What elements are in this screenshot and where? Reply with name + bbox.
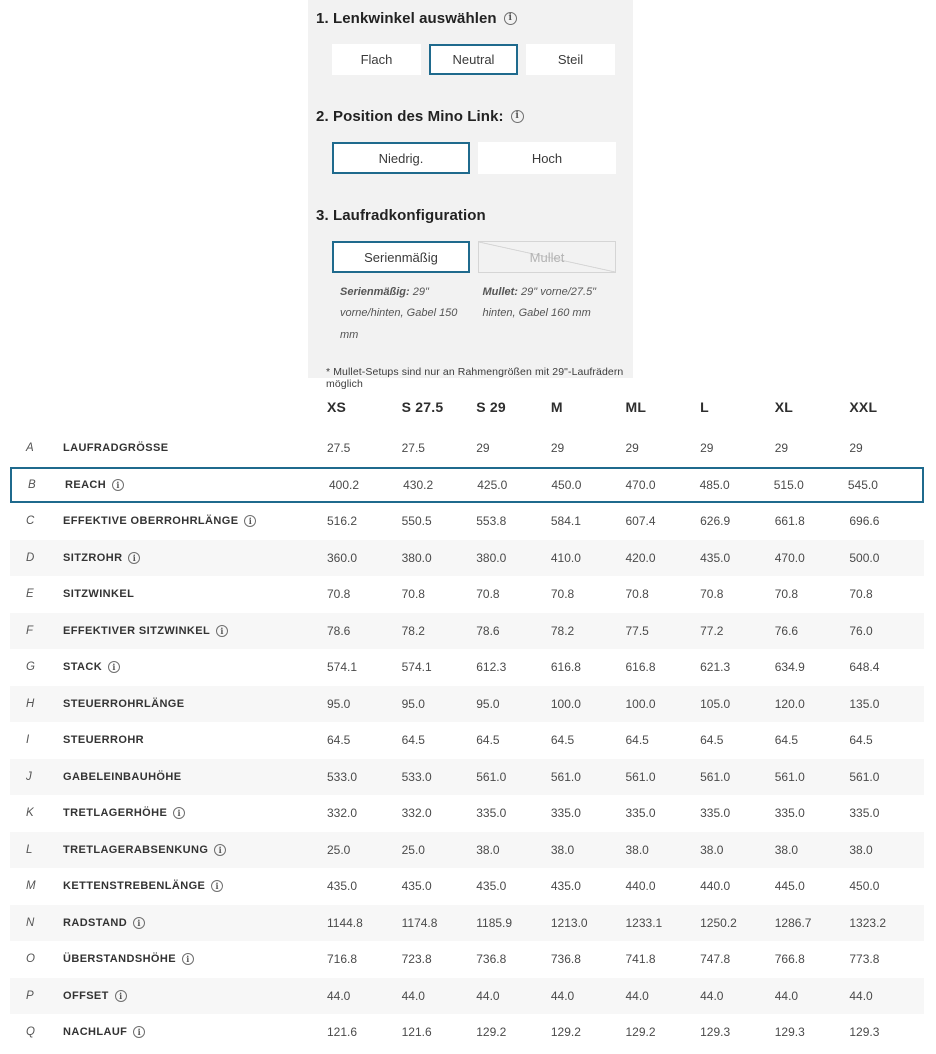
geometry-value: 64.5 [476, 733, 500, 748]
geometry-value: 44.0 [625, 988, 649, 1003]
geometry-value: 38.0 [849, 842, 873, 857]
info-icon[interactable] [211, 880, 223, 892]
geometry-row-f[interactable] [10, 613, 924, 650]
geometry-value: 425.0 [477, 477, 508, 492]
row-letter: A [26, 442, 34, 455]
geometry-row-a[interactable] [10, 430, 924, 467]
configuration-panel [308, 0, 633, 391]
geometry-value: 38.0 [476, 842, 500, 857]
row-letter: M [26, 880, 36, 893]
row-label-text: SITZWINKEL [63, 588, 135, 601]
geometry-row-n[interactable] [10, 905, 924, 942]
geometry-value: 29 [774, 441, 789, 456]
row-letter: F [26, 624, 34, 637]
geometry-value: 380.0 [401, 550, 432, 565]
option-button-flach[interactable]: Flach [332, 44, 421, 75]
info-icon[interactable] [112, 479, 124, 491]
geometry-value: 70.8 [849, 587, 873, 602]
geometry-value: 335.0 [625, 806, 656, 821]
row-label [63, 953, 327, 965]
head-angle-options [332, 44, 625, 75]
geometry-value: 516.2 [327, 514, 358, 529]
geometry-value: 400.2 [329, 477, 360, 492]
geometry-value: 1185.9 [476, 915, 513, 930]
geometry-value: 561.0 [849, 769, 880, 784]
geometry-row-m[interactable] [10, 868, 924, 905]
geometry-value: 64.5 [550, 733, 575, 748]
geometry-value: 1213.0 [550, 915, 588, 930]
geometry-value: 1233.1 [625, 915, 663, 930]
geometry-value: 335.0 [849, 806, 880, 821]
geometry-value: 38.0 [625, 842, 649, 857]
geometry-value: 105.0 [700, 696, 731, 711]
option-button-serienm-ig[interactable]: Serienmäßig [332, 241, 470, 273]
geometry-value: 360.0 [327, 550, 358, 565]
geometry-value: 64.5 [774, 733, 799, 748]
info-icon[interactable] [182, 953, 194, 965]
geometry-row-g[interactable] [10, 649, 924, 686]
section-title-head-angle [316, 10, 625, 27]
row-label-text: TRETLAGERABSENKUNG [63, 843, 209, 856]
geometry-value: 70.8 [774, 587, 799, 602]
geometry-value: 380.0 [476, 550, 507, 565]
geometry-value: 741.8 [625, 952, 656, 967]
row-label [65, 479, 329, 491]
description-serienmaessig [340, 282, 483, 346]
geometry-value: 533.0 [327, 769, 358, 784]
geometry-row-p[interactable] [10, 978, 924, 1015]
row-label [63, 990, 327, 1002]
geometry-row-j[interactable] [10, 759, 924, 796]
geometry-value: 129.3 [700, 1025, 731, 1040]
geometry-value: 29 [476, 441, 490, 456]
section-title-text: 1. Lenkwinkel auswählen [316, 10, 497, 27]
row-label [63, 844, 327, 856]
geometry-row-o[interactable] [10, 941, 924, 978]
geometry-value: 485.0 [699, 477, 730, 492]
geometry-value: 29 [849, 441, 863, 456]
geometry-value: 64.5 [700, 733, 724, 748]
geometry-value: 64.5 [401, 733, 425, 748]
column-header-xxl: XXL [849, 399, 878, 415]
geometry-value: 38.0 [700, 842, 724, 857]
row-letter: Q [26, 1026, 35, 1039]
mino-link-options [332, 142, 625, 174]
geometry-value: 44.0 [327, 988, 351, 1003]
row-label-text: SITZROHR [63, 551, 123, 564]
geometry-value: 95.0 [327, 696, 351, 711]
row-label [63, 917, 327, 929]
geometry-row-l[interactable] [10, 832, 924, 869]
geometry-value: 64.5 [625, 733, 649, 748]
geometry-value: 648.4 [849, 660, 880, 675]
row-label-text: GABELEINBAUHÖHE [63, 770, 182, 783]
info-icon[interactable] [244, 515, 256, 527]
geometry-value: 450.0 [551, 477, 582, 492]
geometry-value: 435.0 [550, 879, 581, 894]
geometry-table-body [10, 430, 924, 1051]
geometry-value: 440.0 [700, 879, 731, 894]
geometry-value: 500.0 [849, 550, 880, 565]
description-lead: Serienmäßig: [340, 286, 410, 298]
row-letter: E [26, 588, 34, 601]
row-label [63, 661, 327, 673]
geometry-value: 736.8 [476, 952, 507, 967]
geometry-value: 574.1 [401, 660, 432, 675]
geometry-row-b[interactable] [10, 467, 924, 504]
geometry-value: 70.8 [476, 587, 500, 602]
geometry-value: 129.2 [476, 1025, 507, 1040]
geometry-value: 27.5 [327, 441, 351, 456]
geometry-value: 1286.7 [774, 915, 812, 930]
section-title-wheel-config [316, 207, 625, 224]
row-label-text: KETTENSTREBENLÄNGE [63, 880, 206, 893]
description-lead: Mullet: [482, 286, 518, 298]
geometry-value: 129.3 [774, 1025, 805, 1040]
wheel-config-options [332, 241, 625, 273]
geometry-table [10, 396, 924, 1051]
geometry-value: 335.0 [550, 806, 581, 821]
info-icon[interactable] [511, 110, 524, 123]
geometry-value: 121.6 [401, 1025, 432, 1040]
geometry-value: 550.5 [401, 514, 432, 529]
row-label [63, 442, 327, 454]
geometry-row-e[interactable] [10, 576, 924, 613]
column-header-xs: XS [327, 399, 347, 415]
option-button-hoch[interactable]: Hoch [478, 142, 616, 174]
row-letter: H [26, 697, 35, 710]
geometry-value: 78.6 [327, 623, 351, 638]
info-icon[interactable] [133, 917, 145, 929]
row-letter: D [26, 551, 35, 564]
geometry-value: 38.0 [774, 842, 799, 857]
row-label [63, 734, 327, 746]
column-header-s-29: S 29 [476, 399, 506, 415]
geometry-value: 25.0 [327, 842, 351, 857]
geometry-value: 44.0 [550, 988, 575, 1003]
info-icon[interactable] [133, 1026, 145, 1038]
geometry-value: 70.8 [401, 587, 425, 602]
option-button-niedrig[interactable]: Niedrig. [332, 142, 470, 174]
row-label-text: STEUERROHR [63, 734, 145, 747]
geometry-value: 64.5 [849, 733, 873, 748]
row-label-text: TRETLAGERHÖHE [63, 807, 168, 820]
geometry-row-c[interactable] [10, 503, 924, 540]
geometry-value: 1323.2 [849, 915, 887, 930]
geometry-value: 335.0 [700, 806, 731, 821]
geometry-value: 545.0 [847, 477, 878, 492]
row-label [63, 588, 327, 600]
row-label [63, 515, 327, 527]
geometry-value: 44.0 [700, 988, 724, 1003]
geometry-value: 120.0 [774, 696, 805, 711]
geometry-value: 561.0 [774, 769, 805, 784]
option-button-neutral[interactable]: Neutral [429, 44, 518, 75]
geometry-value: 135.0 [849, 696, 880, 711]
geometry-value: 616.8 [625, 660, 656, 675]
section-title-mino-link [316, 108, 625, 125]
geometry-value: 747.8 [700, 952, 731, 967]
geometry-value: 29 [550, 441, 565, 456]
row-letter: G [26, 661, 35, 674]
geometry-value: 100.0 [625, 696, 656, 711]
geometry-value: 450.0 [849, 879, 880, 894]
row-letter: P [26, 989, 34, 1002]
column-header-l: L [700, 399, 709, 415]
row-letter: I [26, 734, 30, 747]
geometry-value: 78.2 [550, 623, 575, 638]
geometry-value: 435.0 [700, 550, 731, 565]
column-header-s-27.5: S 27.5 [401, 399, 444, 415]
description-text: 29" vorne/27.5" hinten, Gabel 160 mm [482, 286, 597, 320]
geometry-value: 335.0 [476, 806, 507, 821]
geometry-value: 70.8 [550, 587, 575, 602]
wheel-config-descriptions [340, 282, 625, 346]
geometry-value: 621.3 [700, 660, 731, 675]
row-label-text: REACH [65, 478, 107, 491]
geometry-value: 1174.8 [401, 915, 438, 930]
geometry-value: 77.2 [700, 623, 724, 638]
info-icon[interactable] [115, 990, 127, 1002]
info-icon[interactable] [504, 12, 517, 25]
description-mullet [483, 282, 626, 346]
geometry-value: 100.0 [550, 696, 581, 711]
row-letter: B [28, 478, 36, 491]
row-label [63, 625, 327, 637]
geometry-value: 766.8 [774, 952, 805, 967]
geometry-value: 332.0 [327, 806, 358, 821]
geometry-value: 76.6 [774, 623, 799, 638]
row-label-text: LAUFRADGRÖSSE [63, 442, 169, 455]
geometry-value: 533.0 [401, 769, 432, 784]
info-icon[interactable] [173, 807, 185, 819]
row-label [63, 880, 327, 892]
geometry-value: 430.2 [403, 477, 434, 492]
geometry-value: 70.8 [700, 587, 724, 602]
geometry-value: 440.0 [625, 879, 656, 894]
geometry-row-d[interactable] [10, 540, 924, 577]
geometry-value: 29 [625, 441, 639, 456]
section-title-text: 3. Laufradkonfiguration [316, 207, 486, 224]
option-button-steil[interactable]: Steil [526, 44, 615, 75]
row-letter: O [26, 953, 35, 966]
geometry-value: 661.8 [774, 514, 805, 529]
geometry-value: 44.0 [774, 988, 799, 1003]
geometry-value: 76.0 [849, 623, 873, 638]
geometry-value: 44.0 [849, 988, 873, 1003]
column-header-ml: ML [625, 399, 647, 415]
row-label-text: RADSTAND [63, 916, 128, 929]
geometry-value: 435.0 [476, 879, 507, 894]
geometry-value: 70.8 [625, 587, 649, 602]
geometry-value: 515.0 [773, 477, 804, 492]
geometry-row-q[interactable] [10, 1014, 924, 1051]
geometry-value: 696.6 [849, 514, 880, 529]
geometry-value: 716.8 [327, 952, 358, 967]
row-letter: L [26, 843, 33, 856]
geometry-value: 27.5 [401, 441, 425, 456]
geometry-value: 335.0 [774, 806, 805, 821]
row-label-text: STACK [63, 661, 103, 674]
geometry-value: 607.4 [625, 514, 656, 529]
geometry-value: 435.0 [401, 879, 432, 894]
row-label [63, 698, 327, 710]
column-header-xl: XL [774, 399, 794, 415]
geometry-value: 70.8 [327, 587, 351, 602]
geometry-value: 626.9 [700, 514, 731, 529]
geometry-value: 435.0 [327, 879, 358, 894]
geometry-value: 410.0 [550, 550, 581, 565]
geometry-value: 64.5 [327, 733, 351, 748]
geometry-value: 736.8 [550, 952, 581, 967]
mullet-footnote: * Mullet-Setups sind nur an Rahmengrößen mit 29"-Laufrädern möglich [326, 366, 624, 391]
geometry-value: 38.0 [550, 842, 575, 857]
geometry-row-k[interactable] [10, 795, 924, 832]
geometry-value: 470.0 [625, 477, 656, 492]
row-letter: K [26, 807, 34, 820]
section-title-text: 2. Position des Mino Link: [316, 108, 504, 125]
geometry-value: 470.0 [774, 550, 805, 565]
geometry-table-header [10, 396, 924, 418]
geometry-value: 129.2 [625, 1025, 656, 1040]
info-icon[interactable] [108, 661, 120, 673]
option-button-mullet[interactable]: Mullet [478, 241, 616, 273]
geometry-value: 77.5 [625, 623, 649, 638]
info-icon[interactable] [216, 625, 228, 637]
geometry-value: 616.8 [550, 660, 581, 675]
row-letter: C [26, 515, 35, 528]
row-label [63, 771, 327, 783]
row-label [63, 1026, 327, 1038]
geometry-value: 634.9 [774, 660, 805, 675]
geometry-value: 78.2 [401, 623, 425, 638]
geometry-row-h[interactable] [10, 686, 924, 723]
info-icon[interactable] [128, 552, 140, 564]
geometry-value: 553.8 [476, 514, 507, 529]
geometry-row-i[interactable] [10, 722, 924, 759]
row-label-text: NACHLAUF [63, 1026, 128, 1039]
geometry-value: 95.0 [476, 696, 500, 711]
geometry-value: 445.0 [774, 879, 805, 894]
geometry-value: 25.0 [401, 842, 425, 857]
geometry-value: 574.1 [327, 660, 358, 675]
geometry-value: 1250.2 [700, 915, 737, 930]
column-header-m: M [550, 399, 563, 415]
geometry-value: 121.6 [327, 1025, 358, 1040]
geometry-value: 78.6 [476, 623, 500, 638]
geometry-value: 723.8 [401, 952, 432, 967]
geometry-value: 561.0 [700, 769, 731, 784]
geometry-value: 129.2 [550, 1025, 581, 1040]
description-text: 29" vorne/hinten, Gabel 150 mm [340, 286, 458, 341]
row-letter: N [26, 916, 35, 929]
geometry-value: 332.0 [401, 806, 432, 821]
geometry-value: 1144.8 [327, 915, 363, 930]
geometry-value: 561.0 [625, 769, 656, 784]
row-letter: J [26, 770, 32, 783]
geometry-value: 584.1 [550, 514, 581, 529]
geometry-value: 44.0 [476, 988, 500, 1003]
row-label-text: EFFEKTIVE OBERROHRLÄNGE [63, 515, 239, 528]
geometry-value: 420.0 [625, 550, 656, 565]
row-label [63, 807, 327, 819]
geometry-value: 612.3 [476, 660, 507, 675]
geometry-value: 95.0 [401, 696, 425, 711]
info-icon[interactable] [214, 844, 226, 856]
geometry-value: 44.0 [401, 988, 425, 1003]
row-label-text: OFFSET [63, 989, 109, 1002]
geometry-value: 29 [700, 441, 714, 456]
row-label-text: ÜBERSTANDSHÖHE [63, 953, 176, 966]
geometry-value: 129.3 [849, 1025, 880, 1040]
geometry-value: 561.0 [476, 769, 507, 784]
row-label-text: STEUERROHRLÄNGE [63, 697, 185, 710]
row-label [63, 552, 327, 564]
geometry-value: 773.8 [849, 952, 880, 967]
geometry-value: 561.0 [550, 769, 581, 784]
row-label-text: EFFEKTIVER SITZWINKEL [63, 624, 211, 637]
